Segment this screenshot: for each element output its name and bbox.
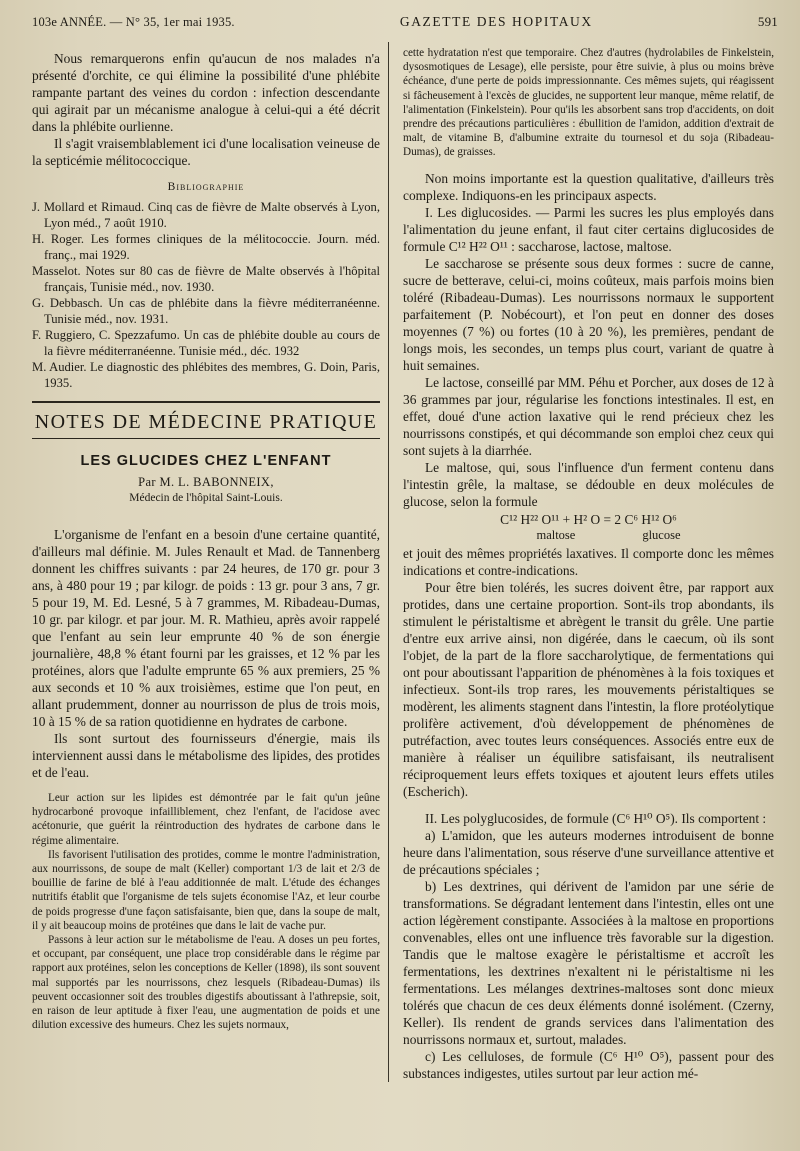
journal-title: GAZETTE DES HOPITAUX [399, 14, 593, 29]
bibliography-entry: Masselot. Notes sur 80 cas de fièvre de Malte observés à l'hôpital français, Tunisie méd., nov. 1930. [32, 264, 380, 294]
author-affiliation: Médecin de l'hôpital Saint-Louis. [129, 492, 283, 504]
list-item: a) L'amidon, que les auteurs modernes introduisent de bonne heure dans l'alimentation, sous réserve d'une surveillance attentive et de précautions spéciales ; [403, 827, 774, 877]
bibliography-entry: M. Audier. Le diagnostic des phlébites des membres, G. Doin, Paris, 1935. [32, 360, 380, 390]
paragraph: Il s'agit vraisemblablement ici d'une localisation veineuse de la septicémie mélitococcique. [32, 136, 380, 168]
small-print-continuation [403, 46, 774, 160]
paragraph: Le lactose, conseillé par MM. Péhu et Porcher, aux doses de 12 à 36 grammes par jour, régularise les fonctions intestinales. Il est, en effet, doué d'une action laxative qui le rend précieux chez les nourrissons constipés, et qui décommande son emploi chez ceux qui sont sujets à la diarrhée. [403, 374, 774, 458]
bibliography-entry: J. Mollard et Rimaud. Cinq cas de fièvre de Malte observés à Lyon, Lyon méd., 7 août 1910. [32, 200, 380, 230]
small-paragraph: Ils favorisent l'utilisation des protides, comme le montre l'administration, aux nourrissons, de soupe de malt (Keller) comportant 1/3 de lait et 2/3 de bouillie de farine de blé à l'eau additionnée de malt. L'étude des échanges nutritifs établit que l'organisme de tels sujets économise l'Az, et leur courbe de poids progresse d'une façon satisfaisante, bien que, dans la soupe de malt, il y ait beaucoup moins de protéines que dans le lait de vache pur. [32, 848, 380, 932]
list-item: b) Les dextrines, qui dérivent de l'amidon par une série de transformations. Se dégradant lentement dans l'intestin, elles ont une action légèrement constipante. Associées à la maltose en proportions convenables, elles ont une influence très favorable sur la digestion. Tandis que le maltose exagère le péristaltisme et accroît les fermentations, les dextrines n'exaltent ni le péristaltisme ni les fermentations. Les mélanges dextrines-maltoses sont donc mieux tolérés que chacun de ces deux éléments donné isolément. (Czerny, Keller). Ils rendent de grands services dans l'alimentation des nourrissons normaux et, surtout, malades. [403, 878, 774, 1047]
article-title: LES GLUCIDES CHEZ L'ENFANT [80, 453, 332, 469]
paragraph: et jouit des mêmes propriétés laxatives. Il comporte donc les mêmes indications et contre-indications. [403, 545, 774, 578]
paragraph: L'organisme de l'enfant en a besoin d'une certaine quantité, d'ailleurs mal définie. M. Jules Renault et Mad. de Tannenberg donnent les chiffres suivants : par 24 heures, de 170 gr. pour 3 ans, à 480 pour 19 ; par kilogr. de poids : 13 gr. pour 3 ans, 7 gr. 5 pour 19, M. Ed. Lesné, 5 à 7 grammes, M. Ribadeau-Dumas, 10 gr. par kilogr. et par jour. M. R. Mathieu, après avoir rappelé que l'enfant au sein leur emprunte 40 % de son énergie journalière, 48,8 % étant fourni par les graisses, et 12 % par les protéines, alors que l'adulte emprunte 65 % aux premiers, 25 % aux seconds et 10 % aux troisièmes, estime que l'on peut, en allant prudemment, donner au nourrisson de plus de trois mois, 10 à 15 % de sa ration quotidienne en hydrates de carbone. [32, 527, 380, 729]
right-column [388, 42, 774, 1082]
page-number: 591 [757, 14, 778, 29]
list-item: c) Les celluloses, de formule (C⁶ H¹⁰ O⁵), passent pour des substances indigestes, utiles surtout par leur action mé- [403, 1048, 774, 1081]
running-head [32, 14, 778, 40]
small-paragraph: cette hydratation n'est que temporaire. Chez d'autres (hydrolabiles de Finkelstein, dysosmotiques de Lesage), elle persiste, pour être suivie, à plus ou moins brève échéance, d'une perte de poids impressionnante. Ces mêmes sujets, qui réagissent si fâcheusement à l'excès de glucides, ne supportent leur manque, même relatif, de l'alimentation (Finkelstein). Pour qu'ils les absorbent sans trop d'accidents, on doit prendre des précautions particulières : ébullition de l'amidon, addition d'extrait de malt, de vitamine B, d'albumine extraite du tournesol et du soja (Ribadeau-Dumas), de graisses. [403, 47, 774, 159]
paragraph: Le saccharose se présente sous deux formes : sucre de canne, sucre de betterave, celui-ci, moins coûteux, mais parfois moins bien toléré (Ribadeau-Dumas). Les nourrissons normaux le supportent parfaitement (P. Nobécourt), et l'on peut en donner des doses moyennes (7 %) ou fortes (10 à 20 %), les premières, pendant de longs mois, les secondes, un temps plus court, variant de quatre à huit semaines. [403, 255, 774, 373]
issue-info: 103e ANNÉE. — N° 35, 1er mai 1935. [32, 15, 235, 29]
small-paragraph: Passons à leur action sur le métabolisme de l'eau. A doses un peu fortes, et occupant, par conséquent, une place trop considérable dans le régime par rapport aux protéines, selon les conceptions de Keller (1898), ils sont souvent mal supportés par les nourrissons, chez lesquels (Ribadeau-Dumas) ils peuvent occasionner soit des troubles digestifs aboutissant à l'athrepsie, soit, en raison de leur aptitude à fixer l'eau, une augmentation de poids et une dilution excessive des humeurs. Chez les sujets normaux, [32, 934, 380, 1032]
bibliography-entry: F. Ruggiero, C. Spezzafumo. Un cas de phlébite double au cours de la fièvre méditerranéenne. Tunisie méd., déc. 1932 [32, 328, 380, 358]
section-title: NOTES DE MÉDECINE PRATIQUE [34, 411, 378, 433]
bibliography-heading: Bibliographie [167, 181, 245, 193]
chemical-formula: C¹² H²² O¹¹ + H² O = 2 C⁶ H¹² O⁶ [500, 511, 677, 527]
spacer [32, 781, 380, 791]
paragraph: Pour être bien tolérés, les sucres doivent être, par rapport aux protides, dans une certaine proportion. Sont-ils trop abondants, ils stimulent le péristaltisme et abrègent le transit du grêle. Une partie d'entre eux arrive ainsi, non digérée, dans le caecum, où ils sont l'objet, de la part de la flore saccharolytique, de fermentations qui ont pour aboutissant l'apparition de phénomènes à la fois toxiques et infectieux. Sont-ils trop rares, les mouvements péristaltiques se modèrent, les aliments stagnent dans l'intestin, la flore protéolytique prolifère activement, d'où développement de phénomènes de putréfaction, avec toutes leurs conséquences. Associés entre eux de manière à réaliser un équilibre satisfaisant, ils neutralisent réciproquement leurs effets toxiques et ajoutent leurs effets utiles (Escherich). [403, 579, 774, 799]
spacer [403, 160, 774, 170]
paragraph: I. Les diglucosides. — Parmi les sucres les plus employés dans l'alimentation du jeune enfant, il faut citer certains diglucosides de formule C¹² H²² O¹¹ : saccharose, lactose, maltose. [403, 204, 774, 254]
bibliography-entry: H. Roger. Les formes cliniques de la mélitococcie. Journ. méd. franç., mai 1929. [32, 232, 380, 262]
formula-label-maltose: maltose [536, 527, 576, 542]
byline: Par M. L. BABONNEIX, [138, 475, 274, 489]
bibliography-entry: G. Debbasch. Un cas de phlébite dans la fièvre méditerranéenne. Tunisie méd., nov. 1931. [32, 296, 380, 326]
section-rule-bottom [32, 438, 380, 439]
paragraph: II. Les polyglucosides, de formule (C⁶ H¹⁰ O⁵). Ils comportent : [425, 810, 767, 826]
two-column-body [32, 42, 778, 1082]
formula-label-glucose: glucose [642, 527, 681, 542]
bibliography-list [32, 199, 380, 391]
paragraph: Ils sont surtout des fournisseurs d'énergie, mais ils interviennent aussi dans le métabolisme des lipides, des protides et de l'eau. [32, 731, 380, 780]
section-rule-top [32, 401, 380, 403]
paragraph: Non moins importante est la question qualitative, d'ailleurs très complexe. Indiquons-en les principaux aspects. [403, 170, 774, 203]
small-print-block [32, 791, 380, 1032]
paragraph: Nous remarquerons enfin qu'aucun de nos malades n'a présenté d'orchite, ce qui élimine la possibilité d'une phlébite rampante partant des veines du cordon : infection descendante qui agirait par un mécanisme analogue à celui-qui a été décrit dans la phlébite ourlienne. [32, 51, 380, 134]
formula-labels [403, 528, 774, 543]
small-paragraph: Leur action sur les lipides est démontrée par le fait qu'un jeûne hydrocarboné provoque infailliblement, chez l'enfant, de l'acidose avec acétonurie, que guérit la réintroduction des hydrates de carbone dans le régime alimentaire. [32, 792, 380, 847]
left-column [32, 42, 384, 1082]
paragraph: Le maltose, qui, sous l'influence d'un ferment contenu dans l'intestin grêle, la maltase, se dédouble en deux molécules de glucose, selon la formule [403, 459, 774, 509]
spacer [403, 800, 774, 810]
